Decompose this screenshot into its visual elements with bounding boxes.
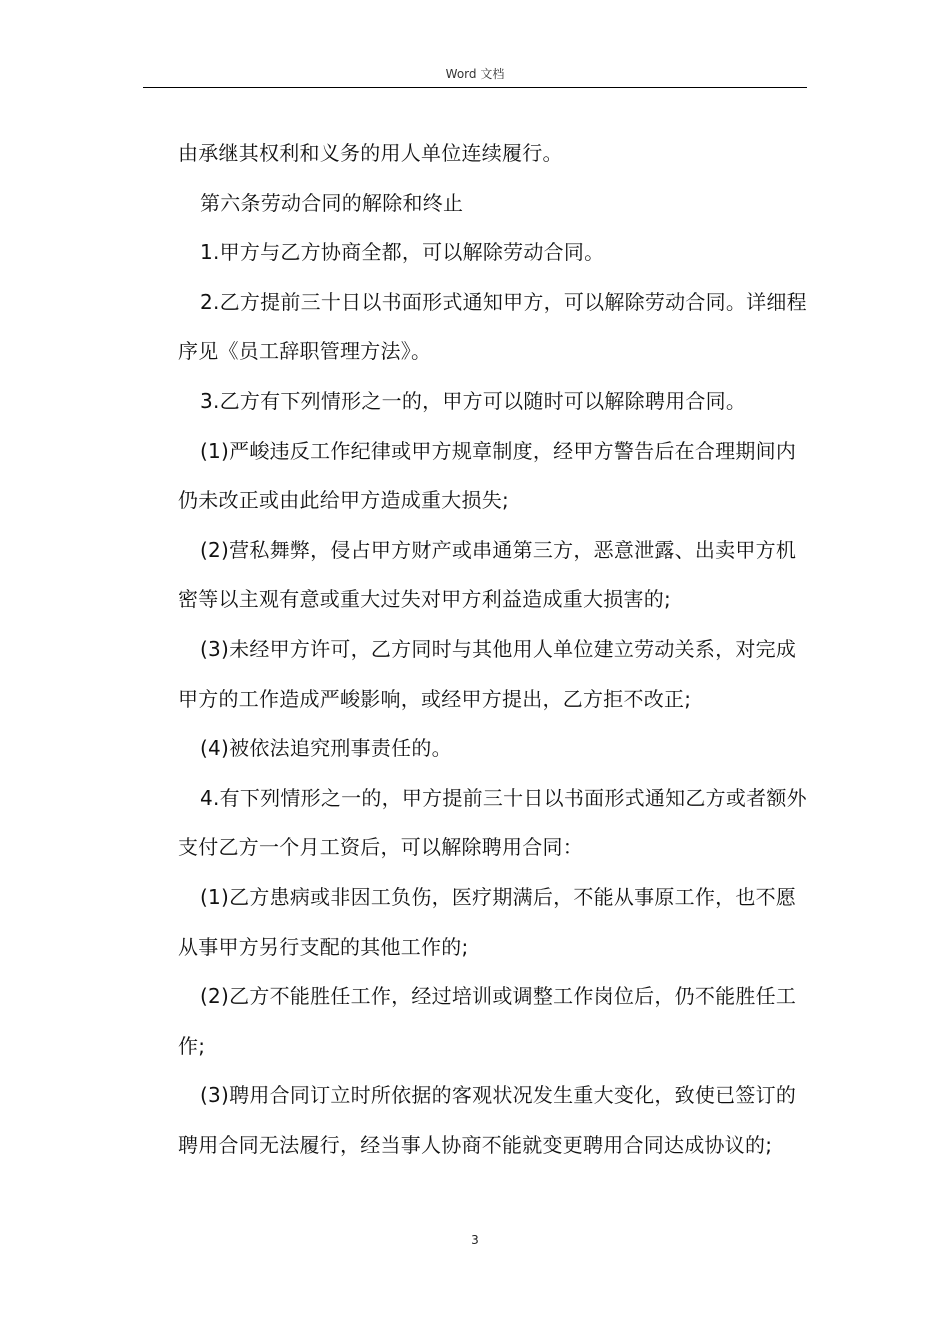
clause-3: 3.乙方有下列情形之一的，甲方可以随时可以解除聘用合同。 — [200, 388, 747, 413]
clause-3-item-1: (1)严峻违反工作纪律或甲方规章制度，经甲方警告后在合理期间内仍未改正或由此给甲方造成重大损失; — [178, 438, 797, 513]
clause-2: 2.乙方提前三十日以书面形式通知甲方，可以解除劳动合同。详细程序见《员工辞职管理方法》。 — [178, 289, 807, 364]
clause-3-item-2: (2)营私舞弊，侵占甲方财产或串通第三方，恶意泄露、出卖甲方机密等以主观有意或重大过失对甲方利益造成重大损害的; — [178, 537, 797, 612]
clause-4: 4.有下列情形之一的，甲方提前三十日以书面形式通知乙方或者额外支付乙方一个月工资后，可以解除聘用合同： — [178, 785, 807, 860]
clause-3-item-3: (3)未经甲方许可，乙方同时与其他用人单位建立劳动关系，对完成甲方的工作造成严峻影响，或经甲方提出，乙方拒不改正; — [178, 636, 797, 711]
clause-4-item-2: (2)乙方不能胜任工作，经过培训或调整工作岗位后，仍不能胜任工作; — [178, 984, 797, 1058]
clause-4-item-3: (3)聘用合同订立时所依据的客观状况发生重大变化，致使已签订的聘用合同无法履行，经当事人协商不能就变更聘用合同达成协议的; — [178, 1083, 797, 1157]
header-divider — [143, 87, 807, 88]
article-heading: 第六条劳动合同的解除和终止 — [200, 190, 464, 215]
clause-4-item-1: (1)乙方患病或非因工负伤，医疗期满后，不能从事原工作，也不愿从事甲方另行支配的其他工作的; — [178, 884, 797, 959]
page-header: Word 文档 — [445, 67, 505, 81]
clause-3-item-4: (4)被依法追究刑事责任的。 — [200, 736, 452, 761]
paragraph-continuation: 由承继其权利和义务的用人单位连续履行。 — [178, 141, 563, 165]
page-number: 3 — [471, 1233, 479, 1247]
document-body — [178, 129, 808, 1170]
clause-1: 1.甲方与乙方协商全都，可以解除劳动合同。 — [200, 240, 605, 265]
